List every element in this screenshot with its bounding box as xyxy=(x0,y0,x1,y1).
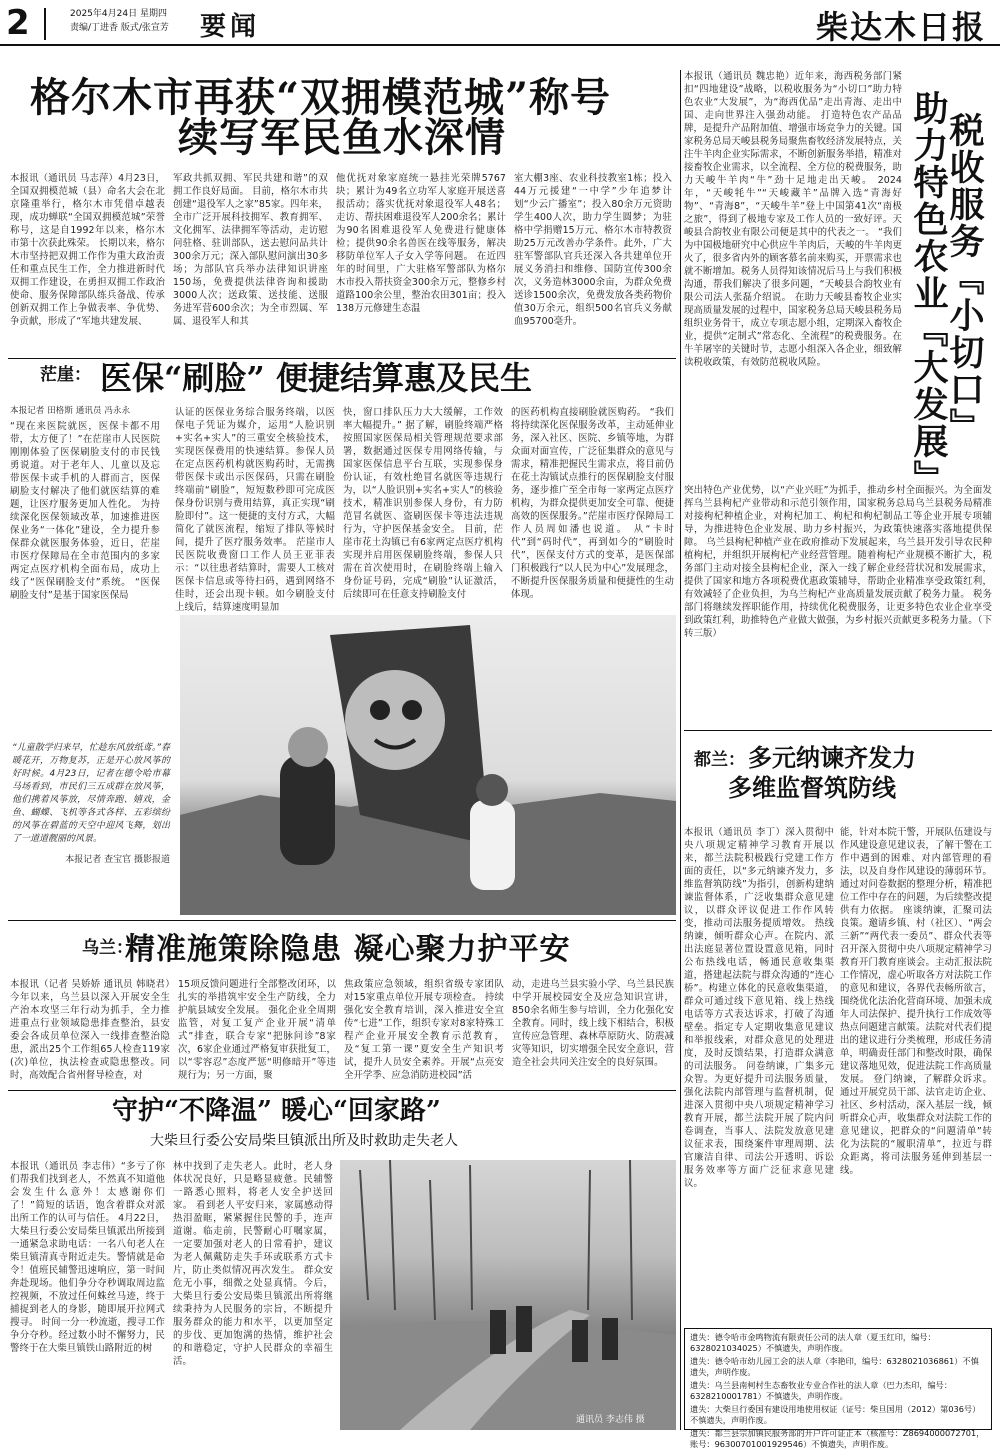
lost-notices-box xyxy=(684,1328,992,1449)
lost-notice: 遗失：大柴旦行委国有建设用地使用权证（证号：柴旦国用（2012）第036号）不慎遗失，声明作废。 xyxy=(690,1404,981,1425)
article4-title: 守护“不降温” 暖心“回家路” xyxy=(112,1096,441,1126)
masthead xyxy=(0,0,1000,46)
article6-location: 都兰： xyxy=(694,750,745,770)
article3-col4: 动，走进乌兰县实验小学、乌兰县民族中学开展校园安全及应急知识宣讲，850余名师生参与培训，全力化强化安全教育。同时，线上线下相结合，积极宣传应急管理、森林草原防火、防震减灾等知识，切实增强全民安全意识，营造全社会共同关注安全的良好氛围。 xyxy=(512,979,674,1068)
article3-col3: 焦政策应急领域，组织省级专家团队对15家重点单位开展专项检查。 持续强化安全教育培训，深入推进安全宣传“七进”工作，组织专家对8家特殊工程产企业开展安全教育示范教育，及“复工第一课”夏安全生产知识考试，提升人员安全素养。开展“点亮安全开学季、应急消防进校园”活 xyxy=(344,979,504,1081)
article1-col3: 他优抚对象家庭统一悬挂光荣牌5767块；累计为49名立功军人家庭开展送喜报活动；落实优抚对象退役军人48名；走访、帮扶困难退役军人200余名；累计为90名困难退役军人免费进行健康体检；提供90余名兽医在线等服务，解决移防单位军人子女入学等问题。 在近四年的时间里，广大驻格军警部队为格尔木市投入帮扶资金300余万元，整修乡村道路100余公里，整治农田301亩；投入138万元修建生态温 xyxy=(336,173,506,314)
article5-title-line2: 助力特色农业『大发展』 xyxy=(908,90,949,497)
article2-byline: 本报记者 田格斯 通讯员 冯永永 xyxy=(10,406,131,416)
article1-title-line2: 续写军民鱼水深情 xyxy=(178,114,506,161)
article2-title: 医保“刷脸” 便捷结算惠及民生 xyxy=(100,359,532,397)
article2-location: 茫崖： xyxy=(40,365,91,385)
article3-col1: 本报讯（记者 吴娇娇 通讯员 韩晓君）今年以来，乌兰县以深入开展安全生产治本攻坚三年行动为抓手，全力推进重点行业领域隐患排查整治，县安委会各成员单位深入一线排查整治隐患，派出25个工作组65人检查119家(次)单位，执法检查或隐患整改。同时，高效配合省州督导检查，对 xyxy=(10,979,170,1081)
article1-title-line1: 格尔木市再获“双拥模范城”称号 xyxy=(30,74,612,121)
photo1-caption: “儿童散学归来早，忙趁东风放纸鸢。”春暖花开，万物复苏，正是开心放风筝的好时候。4月23日，记者在德令哈市幕马场看到，市民们三五成群在放风筝，他们携着风筝放，尽情奔跑、嬉戏，金鱼、蝴蝶、飞机等各式各样、五彩缤纷的风筝在碧蓝的天空中迎风飞舞，划出了一道道靓丽的风景。 xyxy=(12,743,170,844)
column-divider xyxy=(680,70,681,1430)
article2-col1: “现在来医院就医，医保卡都不用带，太方便了！”在茫崖市人民医院刚刚体验了医保刷脸支付的市民钱勇说道。对于老年人、儿童以及忘带医保卡或手机的人群而言，医保刷脸支付解决了他们就医结算的难题，让医疗服务更加人性化。 为持续深化医保领域改革，加速推进医保业务“一体化”建设，全力提升参保群众就医服务体验，近日，茫崖市医疗保障局在全市范围内的多家两定点医疗机构全面布局，成功上线了“医保刷脸支付”系统。 “医保刷脸支付”是基于国家医保局 xyxy=(10,421,160,601)
article3-title: 精准施策除隐患 凝心聚力护平安 xyxy=(125,932,571,967)
kite-photo-illustration xyxy=(180,615,676,915)
article6-col2: 能，针对本院干警，开展队伍建设与作风建设意见建议表，了解干警在工作中遇到的困难、对内部管理的看法，以及自身作风建设的薄弱环节。通过对问卷数据的整理分析，精准把位工作中存在的问题，为后续整改提供有力依据。 座谈纳谏，汇聚司法良策。邀请乡镇、村（社区）、“两会三新”“两代表一委员”、群众代表等召开深入贯彻中央八项规定精神学习教育开门教育座谈会。主动汇报法院工作情况，虚心听取各方对法院工作的意见和建议，各界代表畅所欲言，围绕优化法治化营商环境、加强未成年人司法保护、提升执行工作成效等热点问题建言献策。法院对代表们提出的建议进行分类梳理，形成任务清单，明确责任部门和整改时限，确保建议落地见效，促进法院工作高质量发展。 登门纳谏，了解群众诉求。通过开展党员干部、法官走访企业、社区、乡村活动，深入基层一线，倾听群众心声，收集群众对法院工作的意见建议，把群众的“问题清单”转化为法院的“履职清单”，拉近与群众距离，将司法服务延伸到基层一线。 xyxy=(840,827,992,1176)
article6-title-line2: 多维监督筑防线 xyxy=(728,773,896,802)
article2-col2: 认证的医保业务综合服务终端，以医保电子凭证为媒介，运用“人脸识别+实名+实人”的三重安全核验技术，实现医保费用的快速结算。参保人员在定点医药机构就医购药时，无需携带医保卡或出示医保码，只需在刷脸终端前“刷脸”，短短数秒即可完成医保身份识别与费用结算，真正实现“刷脸即付”。这一便捷的支付方式，大幅简化了就医流程，缩短了排队等候时间，提升了医疗服务效率。 茫崖市人民医院收费窗口工作人员王亚菲表示：“以往患者结算时，需要人工核对医保卡信息或等待扫码，遇到网络不佳时，还会出现卡顿。如今刷脸支付上线后，结算速度明显加 xyxy=(175,407,335,613)
divider xyxy=(8,920,676,921)
kite-photo xyxy=(180,615,676,915)
article1-col1: 本报讯（通讯员 马志萍）4月23日，全国双拥模范城（县）命名大会在北京隆重举行，格尔木市凭借卓越表现，成功蝉联“全国双拥模范城”荣誉称号，这是自1992年以来，格尔木市第十次获此殊荣。 长期以来，格尔木市坚持把双拥工作作为重大政治责任和重点民生工作，全力推进新时代双拥工作建设，在勇担双拥工作政治使命、服务保障部队练兵备战、传承创新双拥工作上争做表率、争优势、争贡献，形成了“军地共建发展、 xyxy=(10,173,165,327)
rescue-photo xyxy=(340,1160,676,1430)
article3-location: 乌兰： xyxy=(82,938,133,958)
divider xyxy=(8,1090,676,1091)
article4-subtitle: 大柴旦行委公安局柴旦镇派出所及时救助走失老人 xyxy=(150,1133,458,1149)
article5-title-line1: 税收服务『小切口』 xyxy=(944,112,985,445)
article4-col1: 本报讯（通讯员 李志伟）“多亏了你们帮我们找到老人，不然真不知道他会发生什么意外！太感谢你们了！”简短的话语，饱含着群众对派出所工作的认可与信任。 4月22日，大柴旦行委公安局柴旦镇派出所接到一通紧急求助电话：一名八旬老人在柴旦镇清真寺附近走失。警情就是命令！值班民辅警迅速响应，第一时间奔赴现场。他们争分夺秒调取周边监控视频，不放过任何蛛丝马迹，终于捕捉到老人的身影，随即展开拉网式搜寻。 时间一分一秒流逝，搜寻工作争分夺秒。经过数小时不懈努力，民警终于在大柴旦镇铁山路附近的树 xyxy=(10,1161,165,1354)
article1-col4: 室大棚3座、农业科技教室1栋；投入44万元援建“一中学”少年追梦计划“少云广播室”；投入80余万元资助学生400人次，助力学生圆梦；为驻格中学捐赠15万元、格尔木市特教资助25万元改善办学条件。此外，广大驻军警部队官兵还深入各共建单位开展义务消扫和维修、国防宣传300余次，义务造林3000余亩，为群众免费送诊1500余次，免费发放各类药物价值30万余元，组织500名官兵义务献血95700毫升。 xyxy=(514,173,672,327)
page-number: 2 xyxy=(6,3,30,43)
lost-notice: 遗失：都兰县宗加镇民服务部的开户许可证正本（核准号：Z8694000072701，账号：96300701001929546）不慎遗失，声明作废。 xyxy=(690,1428,985,1449)
rescue-photo-illustration xyxy=(340,1160,676,1430)
article1-col2: 军政共抓双拥、军民共建和谐”的双拥工作良好局面。 目前，格尔木市共创建“退役军人之家”85家。四年来，全市广泛开展科技拥军、教育拥军、文化拥军、法律拥军等活动，走访慰问驻格、驻训部队，送去慰问品共计300余万元；深入部队慰问演出30多场；为部队官兵举办法律知识讲座150场，免费提供法律咨询和援助3000人次；送政策、送技能、送服务进军营600余次；为全市烈属、军属、退役军人和其 xyxy=(173,173,328,327)
article2-col3: 快，窗口排队压力大大缓解，工作效率大幅提升。” 据了解，刷脸终端严格按照国家医保局相关管理规范要求部署，数据通过医保专用网络传输，与国家医保信息平台互联，实现参保身份认证，有效杜绝冒名就医等违规行为，以“人脸识别+实名+实人”的核验技术，精准识别参保人身份，有力防范冒名就医、盗刷医保卡等违法违规行为，守护医保基金安全。 目前，茫崖市花土沟镇已有6家两定点医疗机构实现并启用医保刷脸终端，参保人只需在首次使用时，在刷脸终端上输入身份证号码，完成“刷脸”认证激活，后续即可在任意支持刷脸支付 xyxy=(343,407,503,600)
article3-col2: 15项反馈问题进行全部整改闭环，以扎实的举措筑牢安全生产防线，全力护航县域安全发展。 强化企业全周期监管，对复工复产企业开展“清单式”排查，联合专家“把脉问诊”8家次，6家企业通过严格复审获批复工，以“零容忍”态度严惩“明修暗开”等违规行为；另一方面，聚 xyxy=(178,979,336,1081)
article6-col1: 本报讯（通讯员 李丁）深入贯彻中央八项规定精神学习教育开展以来，都兰法院积极践行党建工作方面的责任，以“多元纳谏齐发力，多维监督筑防线”为指引，创新构建纳谏监督体系，广泛收集群众意见建议，以群众评议促进工作作风转变，推动司法服务提质增效。 热线纳谏，倾听群众心声。在院内、派出法庭显著位置设置意见箱，同时公布热线电话，畅通民意收集渠道，搭建起法院与群众沟通的“连心桥”。构建立体化的民意收集渠道，群众可通过线下意见箱、线上热线电话等方式表达诉求，打破了沟通壁垒。指定专人定期收集意见建议和举报线索，对群众意见的处理进度，及时反馈结果，打造群众满意的司法服务。 问卷纳谏，广集多元众智。为更好提升司法服务质量，强化法院内部管理与监督机制，促进深入贯彻中央八项规定精神学习教育开展，都兰法院开展了院内问卷调查，当事人、法院发放意见建议征求表，围绕案件审理周期、法官廉洁自律、司法公开透明、诉讼服务效率等方面广泛征求意见建议。 xyxy=(684,827,834,1189)
photo2-credit: 通讯员 李志伟 摄 xyxy=(576,1415,645,1425)
section-name: 要闻 xyxy=(200,12,261,42)
article4-col2: 林中找到了走失老人。此时，老人身体状况良好，只是略显疲惫。民辅警一路悉心照料，将老人安全护送回家。 看到老人平安归来，家属感动得热泪盈眶，紧紧握住民警的手，连声道谢。临走前，民警耐心叮嘱家属，一定要加强对老人的日常看护，建议为老人佩戴防走失手环或联系方式卡片，防止类似情况再次发生。 群众安危无小事，细微之处显真情。今后，大柴旦行委公安局柴旦镇派出所将继续秉持为人民服务的宗旨，不断提升服务群众的能力和水平，以更加坚定的步伐、更加饱满的热情，维护社会的和谐稳定，守护人民群众的幸福生活。 xyxy=(173,1161,333,1367)
date-line: 2025年4月24日 星期四 xyxy=(70,9,167,19)
article2-col4: 的医药机构直接刷脸就医购药。 “我们将持续深化医保服务改革，主动延伸业务，深入社区、医院、乡镇等地，为群众面对面宣传，广泛征集群众的意见与需求，精准把握民生需求点，将目前仍在花土沟镇试点推行的医保刷脸支付服务，逐步推广至全市每一家两定点医疗机构，为群众提供更加安全可靠、便捷高效的医保服务。”茫崖市医疗保障局工作人员周如潘也说道。 从“卡时代”到“码时代”，再到如今的“刷脸时代”，医保支付方式的变革，是医保部门积极践行“以人民为中心”发展理念，不断提升医保服务质量和便捷性的生动体现。 xyxy=(511,407,674,600)
masthead-divider xyxy=(44,8,46,40)
lost-notice: 遗失：德令哈市幼儿园工会的法人章（李艳印，编号：6328021036861）不慎遗失，声明作废。 xyxy=(690,1356,979,1377)
divider xyxy=(684,730,992,731)
article6-title-line1: 多元纳谏齐发力 xyxy=(748,743,916,772)
lost-notice: 遗失：乌兰县南柯村生态畜牧业专业合作社的法人章（巴力杰印，编号：6328210001781）不慎遗失，声明作废。 xyxy=(690,1380,953,1401)
article5-col2: 突出特色产业优势，以“产业兴旺”为抓手，推动乡村全面振兴。为全面发挥乌兰县枸杞产业带动和示范引领作用，国家税务总局乌兰县税务局精准对接枸杞种植企业，对枸杞加工、枸杞和枸杞制品工等企业开展专项辅导，为推进特色企业发展、助力乡村振兴，为政策快速落实落地提供保障。 乌兰县枸杞种植产业在政府推动下发展起来，乌兰县开发引导农民种植枸杞，并组织开展枸杞产业经营管理。随着枸杞产业规模不断扩大，税务部门主动对接全县枸杞企业，深入一线了解企业经营状况和发展需求，提供了国家和地方各项税费优惠政策辅导，帮助企业精准享受政策红利，有效减轻了企业负担，为乌兰枸杞产业高质量发展贡献了税务力量。 税务部门将继续发挥职能作用，持续优化税费服务，让更多特色农业企业享受到政策红利，助推特色产业做大做强，为乡村振兴贡献更多税务力量。（下转三版） xyxy=(684,485,992,639)
photo1-credit: 本报记者 查宝官 摄影报道 xyxy=(65,855,170,865)
newspaper-brand: 柴达木日报 xyxy=(815,8,986,46)
lost-notice: 遗失：德令哈市金鸣物流有限责任公司的法人章（夏玉红印，编号：6328021034025）不慎遗失，声明作废。 xyxy=(690,1332,936,1353)
editor-line: 责编/丁进香 版式/张宣芳 xyxy=(70,23,169,33)
article5-col1: 本报讯（通讯员 魏忠艳）近年来，海西税务部门紧扣“四地建设”战略，以税收服务为“小切口”助力特色农业“大发展”，为“海西优品”走出青海、走出中国、走向世界注入强劲动能。 打造特色农产品品牌，是提升产品附加值、增强市场竞争力的关键。国家税务总局天峻县税务局聚焦畜牧经济发展特点，关注牛羊肉企业实际需求，不断创新服务举措，精准对接畜牧企业需求，以全流程、全方位的税费服务，助力天峻牛羊肉“牛”劲十足地走出天峻。 2024年，“天峻牦牛”“天峻藏羊”品牌入选“青海好物”、“青海8”，“天峻牛羊”登上中国第41次“南极之旅”，得到了极地专家及工作人员的一致好评。天峻县合韵牧业有限公司便是其中的代表之一。 “我们为中国极地研究中心供应牛羊肉后，天峻的牛羊肉更火了，很多省内外的顾客慕名前来购买，开票需求也就不断增加。税务人员得知该情况后马上与我们积极沟通，帮我们解决了很多问题，“天峻县合韵牧业有限公司法人张磊介绍说。 在助力天峻县畜牧企业实现高质量发展的过程中，国家税务总局天峻县税务局组织业务骨干，成立专项志愿小组，定期深入畜牧企业，提供“定制式”常态化、全流程”的税费服务。在牛羊屠宰的关键时节，志愿小组深入各企业，细致解读税收政策，有效防范税收风险。 xyxy=(684,71,902,368)
